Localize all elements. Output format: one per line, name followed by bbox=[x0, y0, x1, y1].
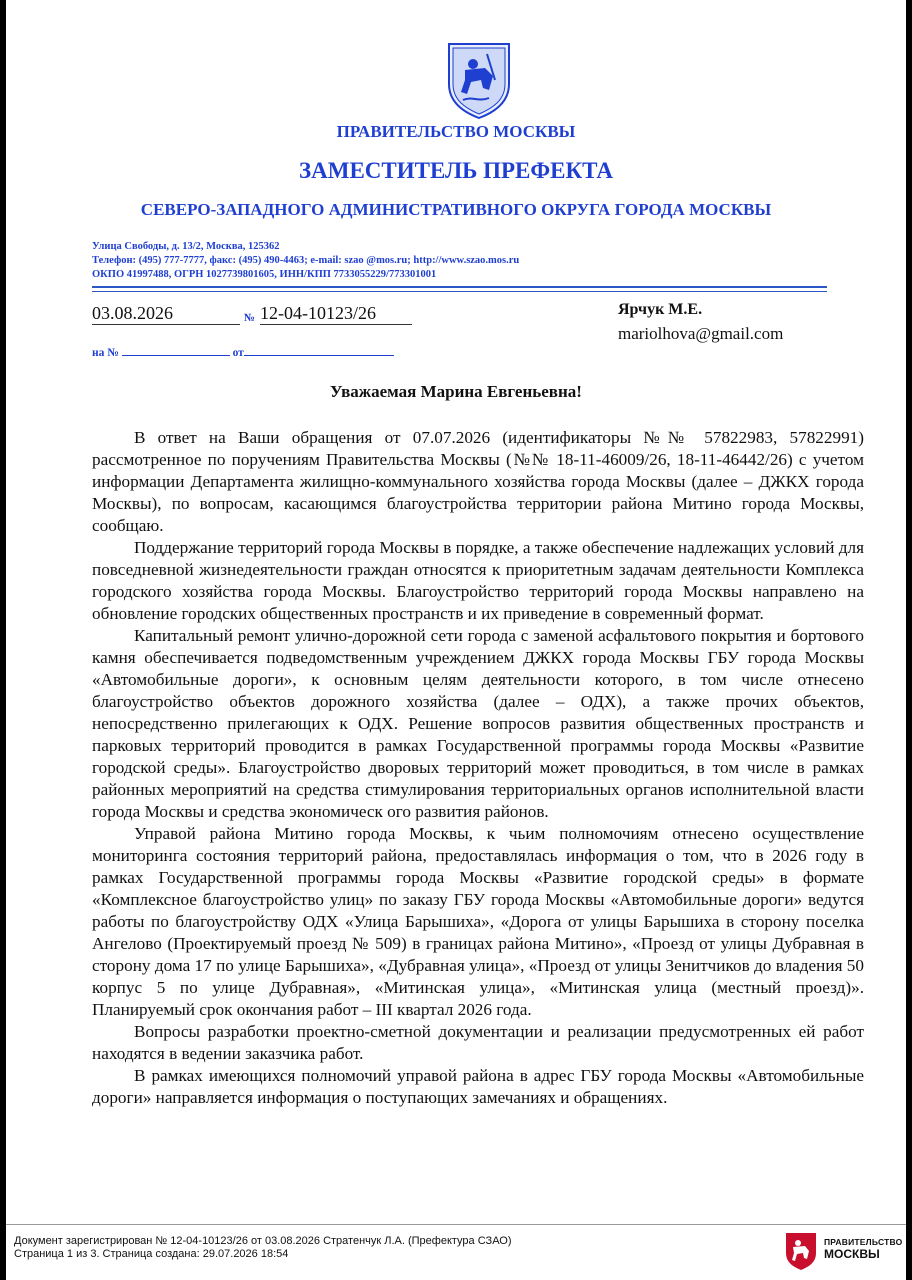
moscow-coat-of-arms-icon bbox=[443, 40, 515, 120]
addressee-email: mariolhova@gmail.com bbox=[618, 324, 784, 343]
office-title: ЗАМЕСТИТЕЛЬ ПРЕФЕКТА bbox=[299, 158, 613, 183]
header-divider bbox=[92, 286, 827, 288]
registration-footer bbox=[6, 1224, 906, 1280]
body-paragraph: Капитальный ремонт улично-дорожной сети города с заменой асфальтового покрытия и бортового камня обеспечивается подведомственным учреждением ДЖКХ города Москвы ГБУ города Москвы «Автомобильные дороги», к основным целям деятельности которого, в том числе отнесено благоустройство объектов дорожного хозяйства (далее – ОДХ), а также прочих объектов, непосредственно прилегающих к ОДХ. Решение вопросов развития общественных пространств и парковых территорий проводится в рамках Государственной программы города Москвы «Развитие городской среды». Благоустройство дворовых территорий может проводиться, в том числе в рамках районных мероприятий на средства стимулирования территориальных органов исполнительной власти города Москвы и средства экономическ ого развития районов. bbox=[92, 626, 864, 821]
footer-brand bbox=[824, 1237, 902, 1261]
contact-phones: Телефон: (495) 777-7777, факс: (495) 490-4463; e-mail: szao @mos.ru; http://www.szao.mos.ru bbox=[92, 255, 520, 266]
reference-date-label: от bbox=[232, 347, 244, 359]
reference-line bbox=[92, 345, 394, 359]
district-name: СЕВЕРО-ЗАПАДНОГО АДМИНИСТРАТИВНОГО ОКРУГА ГОРОДА МОСКВЫ bbox=[140, 200, 772, 219]
contact-codes: ОКПО 41997488, ОГРН 1027739801605, ИНН/КПП 7733055229/773301001 bbox=[92, 269, 437, 280]
footer-page-line: Страница 1 из 3. Страница создана: 29.07.2026 18:54 bbox=[14, 1248, 289, 1260]
moscow-government-logo-icon bbox=[784, 1231, 818, 1271]
contact-address: Улица Свободы, д. 13/2, Москва, 125362 bbox=[92, 241, 280, 252]
body-paragraph: В ответ на Ваши обращения от 07.07.2026 (идентификаторы №№ 57822983, 57822991) рассмотренное по поручениям Правительства Москвы (№№ 18-11-46009/26, 18-11-46442/26) с учетом информации Департамента жилищно-коммунального хозяйства города Москвы (далее – ДЖКХ города Москвы), по вопросам, касающимся благоустройства территории района Митино города Москвы, сообщаю. bbox=[92, 428, 864, 535]
registration-date: 03.08.2026 bbox=[92, 302, 240, 325]
greeting: Уважаемая Марина Евгеньевна! bbox=[330, 382, 582, 401]
body-paragraph: Поддержание территорий города Москвы в порядке, а также обеспечение надлежащих условий для повседневной жизнедеятельности граждан относятся к приоритетным задачам деятельности Комплекса городского хозяйства города Москвы. Благоустройство территорий города Москвы направлено на обновление городских общественных пространств и их приведение в современный формат. bbox=[92, 538, 864, 623]
reference-number-label: на № bbox=[92, 347, 119, 359]
reference-date-blank bbox=[244, 345, 394, 356]
footer-text bbox=[14, 1235, 512, 1261]
letter-page bbox=[6, 0, 906, 1280]
footer-brand-top: ПРАВИТЕЛЬСТВО bbox=[824, 1237, 903, 1247]
letter-body bbox=[92, 427, 864, 1109]
reference-number-blank bbox=[122, 345, 230, 356]
footer-brand-bottom: МОСКВЫ bbox=[824, 1247, 880, 1261]
header-divider-thin bbox=[92, 291, 827, 292]
contact-block bbox=[92, 240, 519, 282]
registration-number-label: № bbox=[244, 312, 256, 324]
footer-registration-line: Документ зарегистрирован № 12-04-10123/26 от 03.08.2026 Стратенчук Л.А. (Префектура СЗАО) bbox=[14, 1235, 512, 1247]
org-name: ПРАВИТЕЛЬСТВО МОСКВЫ bbox=[336, 122, 576, 141]
body-paragraph: В рамках имеющихся полномочий управой района в адрес ГБУ города Москвы «Автомобильные дороги» направляется информация о поступающих замечаниях и обращениях. bbox=[92, 1066, 864, 1107]
body-paragraph: Управой района Митино города Москвы, к чьим полномочиям отнесено осуществление мониторинга состояния территорий района, предоставлялась информация о том, что в 2026 году в рамках Государственной программы города Москвы «Развитие городской среды» в формате «Комплексное благоустройство улиц» по заказу ГБУ города Москвы «Автомобильные дороги» ведутся работы по благоустройству ОДХ «Улица Барышиха», «Дорога от улицы Барышиха в сторону поселка Ангелово (Проектируемый проезд № 509) в границах района Митино», «Проезд от улицы Дубравная в сторону дома 17 по улице Барышиха», «Дубравная улица», «Проезд от улицы Зенитчиков до владения 50 корпус 5 по улице Дубравная», «Митинская улица», «Митинская улица (местный проезд)». Планируемый срок окончания работ – III квартал 2026 года. bbox=[92, 824, 864, 1019]
registration-number: 12-04-10123/26 bbox=[260, 302, 412, 325]
addressee-block bbox=[618, 298, 783, 346]
body-paragraph: Вопросы разработки проектно-сметной документации и реализации предусмотренных ей работ находятся в ведении заказчика работ. bbox=[92, 1022, 864, 1063]
addressee-name: Ярчук М.Е. bbox=[618, 301, 703, 318]
